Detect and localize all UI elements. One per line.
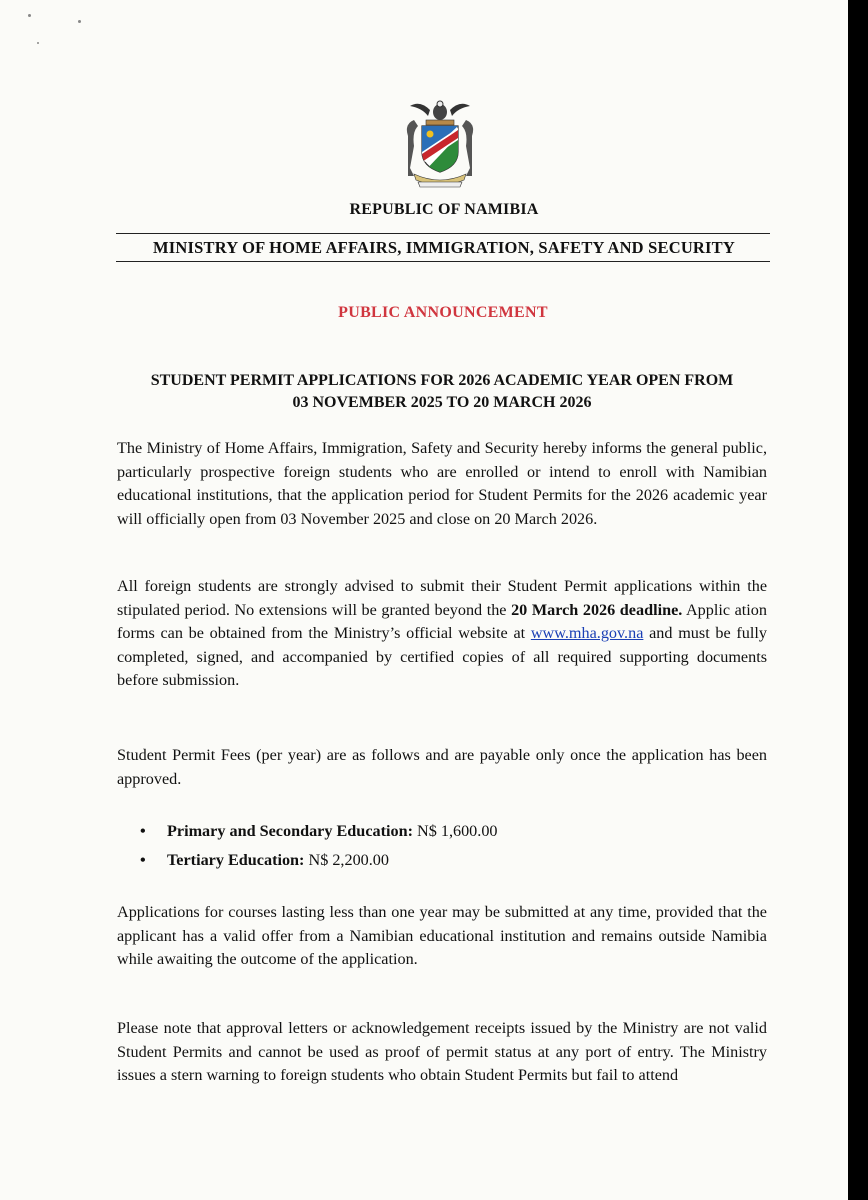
text: and must be fully completed, signed, and accompanied by certified copies of all required supporting documents before submission.	[117, 624, 767, 689]
scan-speck	[78, 20, 81, 23]
text: All foreign students are strongly advised to submit their Student Permit applications within the stipulated period. No extensions will be granted beyond the	[117, 577, 767, 619]
divider-bottom	[116, 261, 770, 262]
headline-line-2: 03 NOVEMBER 2025 TO 20 MARCH 2026	[292, 394, 592, 411]
fee-label: Primary and Secondary Education:	[167, 822, 413, 840]
ministry-title: MINISTRY OF HOME AFFAIRS, IMMIGRATION, SAFETY AND SECURITY	[153, 238, 735, 257]
announcement-headline	[118, 370, 766, 414]
namibia-coat-of-arms-icon	[400, 96, 480, 190]
fee-amount: N$ 1,600.00	[412, 822, 498, 840]
paragraph-intro: The Ministry of Home Affairs, Immigration, Safety and Security hereby informs the general public, particularly prospective foreign students who are enrolled or intend to enroll with Namibian educational institutions, that the application period for Student Permits for the 2026 academic year will officially open from 03 November 2025 and close on 20 March 2026.	[117, 439, 767, 528]
country-title: REPUBLIC OF NAMIBIA	[349, 201, 539, 218]
fee-amount: N$ 2,200.00	[304, 851, 389, 869]
bullet-icon: •	[140, 822, 146, 840]
divider-top	[116, 233, 770, 234]
headline-line-1: STUDENT PERMIT APPLICATIONS FOR 2026 ACADEMIC YEAR OPEN FROM	[150, 372, 734, 389]
text: Applic ation forms can be obtained from the Ministry’s official website at	[117, 600, 767, 642]
announcement-label: PUBLIC ANNOUNCEMENT	[338, 304, 548, 321]
list-item	[140, 820, 498, 849]
fee-list	[140, 820, 498, 878]
list-item	[140, 849, 498, 878]
paragraph-short-courses: Applications for courses lasting less than one year may be submitted at any time, provided that the applicant has a valid offer from a Namibian educational institution and remains outside Namibia while awaiting the outcome of the application.	[117, 903, 767, 968]
deadline-emphasis: 20 March 2026 deadline.	[511, 600, 683, 619]
paragraph-warning: Please note that approval letters or acknowledgement receipts issued by the Ministry are not valid Student Permits and cannot be used as proof of permit status at any port of entry. The Ministry issues a stern warning to foreign students who obtain Student Permits but fail to attend	[117, 1019, 767, 1084]
website-link[interactable]: www.mha.gov.na	[530, 624, 644, 642]
fee-label: Tertiary Education:	[167, 851, 305, 869]
paragraph-deadline	[117, 575, 767, 693]
bullet-icon: •	[140, 851, 146, 869]
paragraph-fees-intro: Student Permit Fees (per year) are as follows and are payable only once the application has been approved.	[117, 746, 767, 788]
scan-speck	[37, 42, 39, 44]
scan-speck	[28, 14, 31, 17]
